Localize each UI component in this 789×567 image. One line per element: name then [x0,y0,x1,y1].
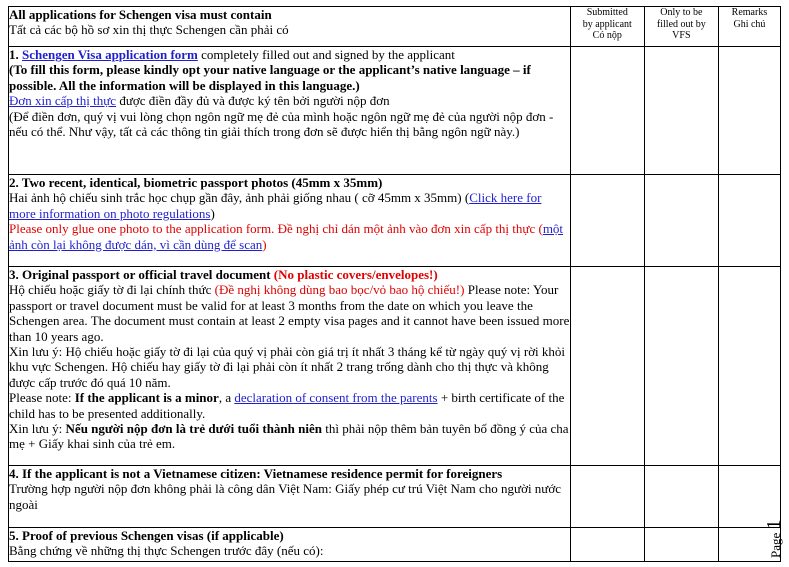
item-2-vfs-cell[interactable] [644,175,718,267]
item-4-vfs-cell[interactable] [644,466,718,528]
header-title-vi: Tất cả các bộ hồ sơ xin thị thực Schengen cần phải có [9,22,289,38]
header-remarks-line: Ghi chú [733,18,766,30]
checklist-table [8,6,781,562]
header-remarks-line: Remarks [731,7,768,18]
item-1-description [9,47,571,175]
item-1-vi-paren: (Để điền đơn, quý vị vui lòng chọn ngôn ngữ mẹ đẻ của mình hoặc ngôn ngữ mẹ đẻ của người nộp đơn - nếu có thể. Như vậy, tất cả các thông tin giải thích trong đơn sẽ được hiển thị bằng ngôn ngữ này.) [9,108,554,140]
item-3-vfs-cell[interactable] [644,267,718,466]
item-3-minor-mid: , a [218,390,235,406]
item-5-vfs-cell[interactable] [644,528,718,562]
scan-photo-link[interactable]: một ảnh còn lại không được dán, vì cần dùng để scan [9,221,564,252]
item-4-submitted-cell[interactable] [570,466,644,528]
item-row-1 [9,47,781,175]
item-2-red-line [9,221,570,252]
header-submitted-line: by applicant [582,18,632,30]
item-4-title: 4. If the applicant is not a Vietnamese citizen: Vietnamese residence permit for foreigners [9,466,503,481]
header-submitted-line: Submitted [586,7,628,18]
header-remarks-cell [718,7,780,47]
item-2-description [9,175,571,267]
item-3-title-red: (No plastic covers/envelopes!) [273,267,438,282]
item-2-red-close: ) [262,236,267,252]
item-2-vi-close: ) [210,205,215,221]
item-3-en-note: Please note: Your passport or travel document must be valid for at least 3 months from the date on which you leave the Schengen area. The document must contain at least 2 empty visa pages and it cannot have been issued more than 10 years ago. [9,282,570,344]
item-5-description [9,528,571,562]
header-vfs-line: Only to be [660,7,703,18]
item-3-vi-text: Hộ chiếu hoặc giấy tờ đi lại chính thức [9,282,215,298]
vi-application-form-link[interactable]: Đơn xin cấp thị thực [9,93,117,109]
item-1-vi-text: được điền đầy đủ và được ký tên bởi người nộp đơn [116,93,390,109]
item-2-vi-text: Hai ảnh hộ chiếu sinh trắc học chụp gần đây, ảnh phải giống nhau ( cỡ 45mm x 35mm) ( [9,190,470,206]
item-3-vi-red: (Đề nghị không dùng bao bọc/vỏ bao hộ chiếu!) [214,282,465,298]
item-2-red-text: Please only glue one photo to the application form. Đề nghị chỉ dán một ảnh vào đơn xin cấp thị thực ( [9,221,543,237]
item-2-remarks-cell[interactable] [718,175,780,267]
item-3-vi-minor-bold: Nếu người nộp đơn là trẻ dưới tuổi thành niên [65,421,322,437]
item-1-vfs-cell[interactable] [644,47,718,175]
item-2-submitted-cell[interactable] [570,175,644,267]
item-4-vi: Trường hợp người nộp đơn không phải là công dân Việt Nam: Giấy phép cư trú Việt Nam cho người nước ngoài [9,481,561,512]
page-number-label [763,508,783,558]
item-3-vi-note: Xin lưu ý: Hộ chiếu hoặc giấy tờ đi lại của quý vị phải còn giá trị ít nhất 3 tháng kể từ ngày quý vị rời khỏi khu vực Schengen. Hộ chiếu hay giấy tờ đi lại phải còn ít nhất 2 trang trống dành cho thị thực và không được cấp trước đó quá 10 năm. [9,344,566,390]
item-5-vi: Bằng chứng về những thị thực Schengen trước đây (nếu có): [9,543,324,559]
item-5-submitted-cell[interactable] [570,528,644,562]
header-vfs-cell [644,7,718,47]
page-number-rotated [763,519,786,558]
parental-consent-link[interactable]: declaration of consent from the parents [234,390,438,406]
page-number: 1 [763,519,785,530]
item-1-bold-note: (To fill this form, please kindly opt your native language or the applicant’s native language – if possible. All the information will be displayed in this language.) [9,62,531,93]
item-3-submitted-cell[interactable] [570,267,644,466]
item-row-3 [9,267,781,466]
item-3-vi-minor-line [9,421,570,452]
header-title-en: All applications for Schengen visa must contain [9,7,272,22]
item-row-2 [9,175,781,267]
item-3-minor-pre: Please note: [9,390,75,406]
photo-regulations-link[interactable]: Click here for more information on photo regulations [9,190,542,221]
header-vfs-line: filled out by [656,18,706,30]
item-5-title: 5. Proof of previous Schengen visas (if applicable) [9,528,284,543]
item-3-vi-line [9,282,570,344]
item-3-minor-bold: If the applicant is a minor [74,390,219,406]
item-3-remarks-cell[interactable] [718,267,780,466]
header-submitted-cell [570,7,644,47]
header-row [9,7,781,47]
item-1-number: 1. [9,47,19,62]
item-3-description [9,267,571,466]
header-vfs-line: VFS [672,30,691,41]
item-3-minor-post: + birth certificate of the child has to be presented additionally. [9,390,565,421]
item-3-title-line [9,267,570,282]
item-row-4 [9,466,781,528]
application-form-link[interactable]: Schengen Visa application form [22,47,198,62]
page-word: Page [768,529,783,558]
item-1-remarks-cell[interactable] [718,47,780,175]
item-2-title: 2. Two recent, identical, biometric passport photos (45mm x 35mm) [9,175,383,190]
item-1-text: completely filled out and signed by the applicant [197,47,455,62]
item-3-vi-minor-post: thì phải nộp thêm bản tuyên bố đồng ý của cha mẹ + Giấy khai sinh của trẻ em. [9,421,569,452]
item-4-description [9,466,571,528]
header-submitted-line: Có nộp [592,30,622,41]
item-3-title: 3. Original passport or official travel document [9,267,274,282]
item-1-vi-line [9,93,570,108]
header-title-cell [9,7,571,47]
item-row-5 [9,528,781,562]
item-1-line [9,47,570,62]
item-2-vi-line [9,190,570,221]
item-1-submitted-cell[interactable] [570,47,644,175]
item-3-vi-minor-pre: Xin lưu ý: [9,421,66,437]
item-3-minor-line [9,390,570,421]
